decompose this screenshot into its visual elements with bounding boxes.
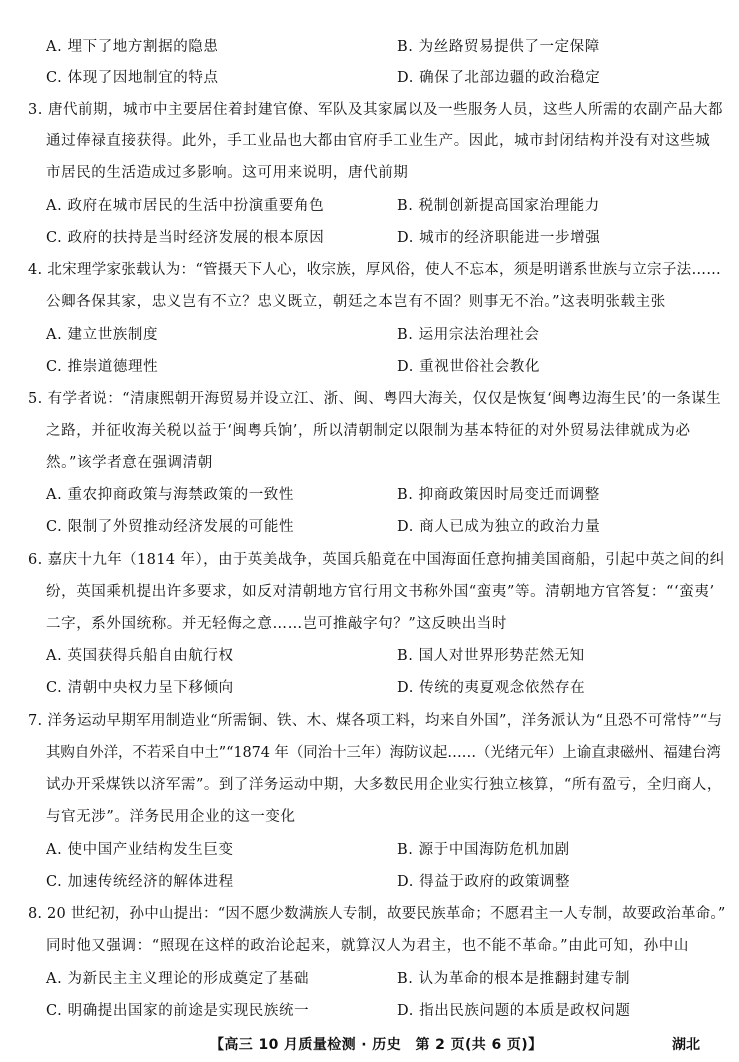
q7-stem-line-2: 其购自外洋，不若采自中土”“1874 年（同治十三年）海防议起……（光绪元年）上谕直隶磁州、福建台湾: [46, 745, 721, 761]
q6-stem-line-3: 二字，系外国统称。并无轻侮之意……岂可推敲字句？”这反映出当时: [46, 616, 508, 632]
q7-option-a: A. 使中国产业结构发生巨变: [46, 842, 234, 858]
q5-option-a: A. 重农抑商政策与海禁政策的一致性: [46, 487, 294, 503]
q8-stem-line-2: 同时他又强调：“照现在这样的政治论起来，就算汉人为君主，也不能不革命。”由此可知，孙中山: [46, 938, 689, 954]
footer-region: 湖北: [672, 1037, 700, 1053]
q6-stem-line-2: 纷，英国乘机提出许多要求，如反对清朝地方官行用文书称外国“蛮夷”等。清朝地方官答复：“‘蛮夷’: [46, 584, 715, 600]
q8-stem-line-1: 8. 20 世纪初，孙中山提出：“因不愿少数满族人专制，故要民族革命；不愿君主一人专制，故要政治革命。”: [28, 906, 726, 922]
q8-option-b: B. 认为革命的根本是推翻封建专制: [397, 971, 631, 987]
footer-exam-info: 【高三 10 月质量检测 · 历史 第 2 页(共 6 页)】: [210, 1037, 543, 1053]
q3-stem-line-1: 3. 唐代前期，城市中主要居住着封建官僚、军队及其家属以及一些服务人员，这些人所需的农副产品大都: [28, 102, 723, 118]
q6-option-b: B. 国人对世界形势茫然无知: [397, 648, 585, 664]
q8-option-c: C. 明确提出国家的前途是实现民族统一: [46, 1003, 310, 1019]
page-footer: [0, 1034, 739, 1056]
q7-option-c: C. 加速传统经济的解体进程: [46, 874, 234, 890]
q7-option-d: D. 得益于政府的政策调整: [397, 874, 571, 890]
q2-option-a: A. 埋下了地方割据的隐患: [46, 39, 219, 55]
q5-option-d: D. 商人已成为独立的政治力量: [397, 519, 601, 535]
q6-option-a: A. 英国获得兵船自由航行权: [46, 648, 234, 664]
q5-stem-line-1: 5. 有学者说：“清康熙朝开海贸易并设立江、浙、闽、粤四大海关，仅仅是恢复‘闽粤边海生民’的一条谋生: [28, 391, 722, 407]
q6-stem-line-1: 6. 嘉庆十九年（1814 年），由于英美战争，英国兵船竟在中国海面任意拘捕美国商船，引起中英之间的纠: [28, 552, 725, 568]
q4-stem-line-2: 公卿各保其家，忠义岂有不立？忠义既立，朝廷之本岂有不固？则事无不治。”这表明张载主张: [46, 294, 666, 310]
q2-option-c: C. 体现了因地制宜的特点: [46, 70, 219, 86]
q5-option-b: B. 抑商政策因时局变迁而调整: [397, 487, 600, 503]
q4-option-d: D. 重视世俗社会教化: [397, 359, 540, 375]
q7-stem-line-3: 试办开采煤铁以济军需”。到了洋务运动中期，大多数民用企业实行独立核算，“所有盈亏，全归商人，: [46, 777, 722, 793]
q6-option-c: C. 清朝中央权力呈下移倾向: [46, 680, 234, 696]
q4-stem-line-1: 4. 北宋理学家张载认为：“管摄天下人心，收宗族，厚风俗，使人不忘本，须是明谱系世族与立宗子法……: [28, 262, 722, 278]
q7-stem-line-4: 与官无涉”。洋务民用企业的这一变化: [46, 809, 296, 825]
q3-option-d: D. 城市的经济职能进一步增强: [397, 230, 601, 246]
q4-option-a: A. 建立世族制度: [46, 327, 159, 343]
q3-option-b: B. 税制创新提高国家治理能力: [397, 198, 600, 214]
q3-option-a: A. 政府在城市居民的生活中扮演重要角色: [46, 198, 325, 214]
q2-option-b: B. 为丝路贸易提供了一定保障: [397, 39, 600, 55]
q4-option-b: B. 运用宗法治理社会: [397, 327, 540, 343]
q7-option-b: B. 源于中国海防危机加剧: [397, 842, 570, 858]
q3-stem-line-2: 通过俸禄直接获得。此外，手工业品也大都由官府手工业生产。因此，城市封闭结构并没有对这些城: [46, 133, 711, 149]
q5-stem-line-2: 之路，并征收海关税以益于‘闽粤兵饷’，所以清朝制定以限制为基本特征的对外贸易法律就成为必: [46, 423, 691, 439]
q8-option-d: D. 指出民族问题的本质是政权问题: [397, 1003, 631, 1019]
q3-option-c: C. 政府的扶持是当时经济发展的根本原因: [46, 230, 325, 246]
q6-option-d: D. 传统的夷夏观念依然存在: [397, 680, 586, 696]
q3-stem-line-3: 市居民的生活造成过多影响。这可用来说明，唐代前期: [46, 165, 409, 181]
q2-option-d: D. 确保了北部边疆的政治稳定: [397, 70, 601, 86]
q7-stem-line-1: 7. 洋务运动早期军用制造业“所需铜、铁、木、煤各项工料，均来自外国”，洋务派认为“且恐不可常恃”“与: [28, 713, 723, 729]
q4-option-c: C. 推崇道德理性: [46, 359, 159, 375]
q5-stem-line-3: 然。”该学者意在强调清朝: [46, 455, 213, 471]
q8-option-a: A. 为新民主主义理论的形成奠定了基础: [46, 971, 310, 987]
q5-option-c: C. 限制了外贸推动经济发展的可能性: [46, 519, 295, 535]
